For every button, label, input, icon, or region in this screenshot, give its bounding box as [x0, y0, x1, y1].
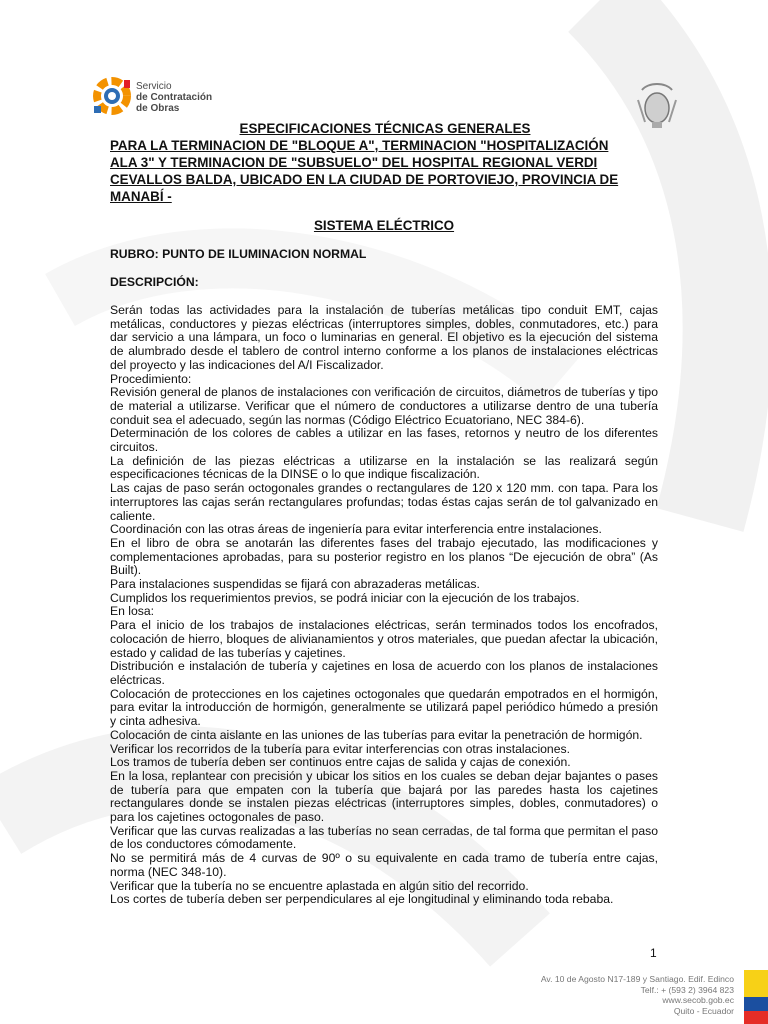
- logo-line-1: Servicio: [136, 81, 172, 92]
- paragraph: Los cortes de tubería deben ser perpendiculares al eje longitudinal y eliminando toda rebaba.: [110, 892, 614, 907]
- paragraph: Verificar que la tubería no se encuentre aplastada en algún sitio del recorrido.: [110, 878, 529, 893]
- paragraph: Verificar los recorridos de la tubería para evitar interferencias con otras instalaciones.: [110, 741, 570, 756]
- gear-logo-icon: [94, 80, 130, 113]
- paragraph: Colocación de protecciones en los cajetines octogonales que quedarán empotrados en el hormigón, para evitar la introducción de hormigón, generalmente se utilizará papel periódico húmedo a presión y cinta adhesiva.: [110, 686, 658, 729]
- description-heading: DESCRIPCIÓN:: [110, 275, 199, 289]
- body-text: [110, 304, 658, 907]
- paragraph: Coordinación con las otras áreas de ingeniería para evitar interferencia entre instalaciones.: [110, 522, 602, 537]
- paragraph: Distribución e instalación de tubería y cajetines en losa de acuerdo con los planos de instalaciones eléctricas.: [110, 659, 658, 687]
- paragraph: La definición de las piezas eléctricas a utilizarse en la instalación se las realizará según especificaciones técnicas de la DINSE o lo que indique fiscalización.: [110, 453, 658, 482]
- paragraph: Determinación de los colores de cables a utilizar en las fases, retornos y neutro de los diferentes circuitos.: [110, 426, 658, 455]
- footer-line-4: Quito - Ecuador: [673, 1005, 734, 1016]
- title-line-3: ALA 3" Y TERMINACION DE "SUBSUELO" DEL HOSPITAL REGIONAL VERDI: [110, 155, 598, 170]
- footer-line-2: Telf.: + (593 2) 3964 823: [640, 984, 734, 995]
- title-line-1: ESPECIFICACIONES TÉCNICAS GENERALES: [239, 121, 531, 136]
- logo-line-3: de Obras: [136, 103, 180, 114]
- footer-address: [480, 974, 734, 1016]
- paragraph: Verificar que las curvas realizadas a las tuberías no sean cerradas, de tal forma que permitan el paso de los conductores cómodamente.: [110, 823, 658, 852]
- logo-line-2: de Contratación: [136, 92, 213, 103]
- paragraph: Colocación de cinta aislante en las uniones de las tuberías para evitar la penetración de hormigón.: [110, 727, 643, 742]
- document-title: [110, 120, 660, 205]
- logo-text: [136, 81, 212, 114]
- footer-line-1: Av. 10 de Agosto N17-189 y Santiago. Edif. Edinco: [540, 974, 734, 984]
- rubro-heading: RUBRO: PUNTO DE ILUMINACION NORMAL: [110, 247, 367, 261]
- footer-line-3: www.secob.gob.ec: [662, 995, 734, 1005]
- paragraph: Los tramos de tubería deben ser continuos entre cajas de salida y cajas de conexión.: [110, 755, 571, 770]
- paragraph: En losa:: [110, 604, 155, 619]
- paragraph: Revisión general de planos de instalaciones con verificación de circuitos, diámetros de tuberías y tipo de material a utilizarse. Verificar que el número de conductores a utilizarse dentro de una tubería conduit sea el adecuado, según las normas (Código Eléctrico Ecuatoriano, NEC 384-6).: [110, 385, 658, 427]
- paragraph: Las cajas de paso serán octogonales grandes o rectangulares de 120 x 120 mm. con tapa. Para los interruptores las cajas serán rectangulares profundas; todas éstas cajas serán de tol galvanizado en caliente.: [110, 481, 658, 523]
- paragraph: Para instalaciones suspendidas se fijará con abrazaderas metálicas.: [110, 577, 480, 592]
- paragraph: Serán todas las actividades para la instalación de tuberías metálicas tipo conduit EMT, cajas metálicas, conductores y piezas eléctricas (interruptores simples, dobles, conmutadores, etc.) para dar servicio a una lámpara, un foco o luminarias en general. El objetivo es la ejecución del sistema de alumbrado desde el tablero de control interno conforme a los planos de instalaciones eléctricas del proyecto y las indicaciones del A/I Fiscalizador.: [110, 303, 658, 372]
- paragraph: Procedimiento:: [110, 371, 192, 386]
- title-line-2: PARA LA TERMINACION DE "BLOQUE A", TERMINACION "HOSPITALIZACIÓN: [110, 138, 609, 153]
- title-line-4: CEVALLOS BALDA, UBICADO EN LA CIUDAD DE PORTOVIEJO, PROVINCIA DE: [110, 172, 619, 187]
- paragraph: Cumplidos los requerimientos previos, se podrá iniciar con la ejecución de los trabajos.: [110, 590, 580, 605]
- ecuador-flag-icon: [744, 970, 768, 1024]
- section-title: SISTEMA ELÉCTRICO: [313, 218, 455, 233]
- paragraph: En el libro de obra se anotarán las diferentes fases del trabajo ejecutado, las modificaciones y complementaciones aprobadas, para su posterior registro en los planos “De ejecución de obra” (As Built).: [110, 535, 658, 578]
- paragraph: Para el inicio de los trabajos de instalaciones eléctricas, serán terminados todos los encofrados, colocación de hierro, bloques de alivianamientos y otros materiales, que puedan afectar la ubicación, estado y calidad de las tuberías y cajetines.: [110, 618, 658, 660]
- title-line-5: MANABÍ -: [110, 189, 172, 204]
- paragraph: No se permitirá más de 4 curvas de 90º o su equivalente en cada tramo de tubería entre cajas, norma (NEC 348-10).: [110, 851, 658, 879]
- page-number: 1: [650, 946, 657, 960]
- paragraph: En la losa, replantear con precisión y ubicar los sitios en los cuales se deban dejar bajantes o pases de tubería para que empaten con la tubería que bajará por las paredes hasta los cajetines rectangulares donde se instalen piezas eléctricas (interruptores simples, dobles, conmutadores) o para los cajetines octogonales de paso.: [110, 768, 658, 825]
